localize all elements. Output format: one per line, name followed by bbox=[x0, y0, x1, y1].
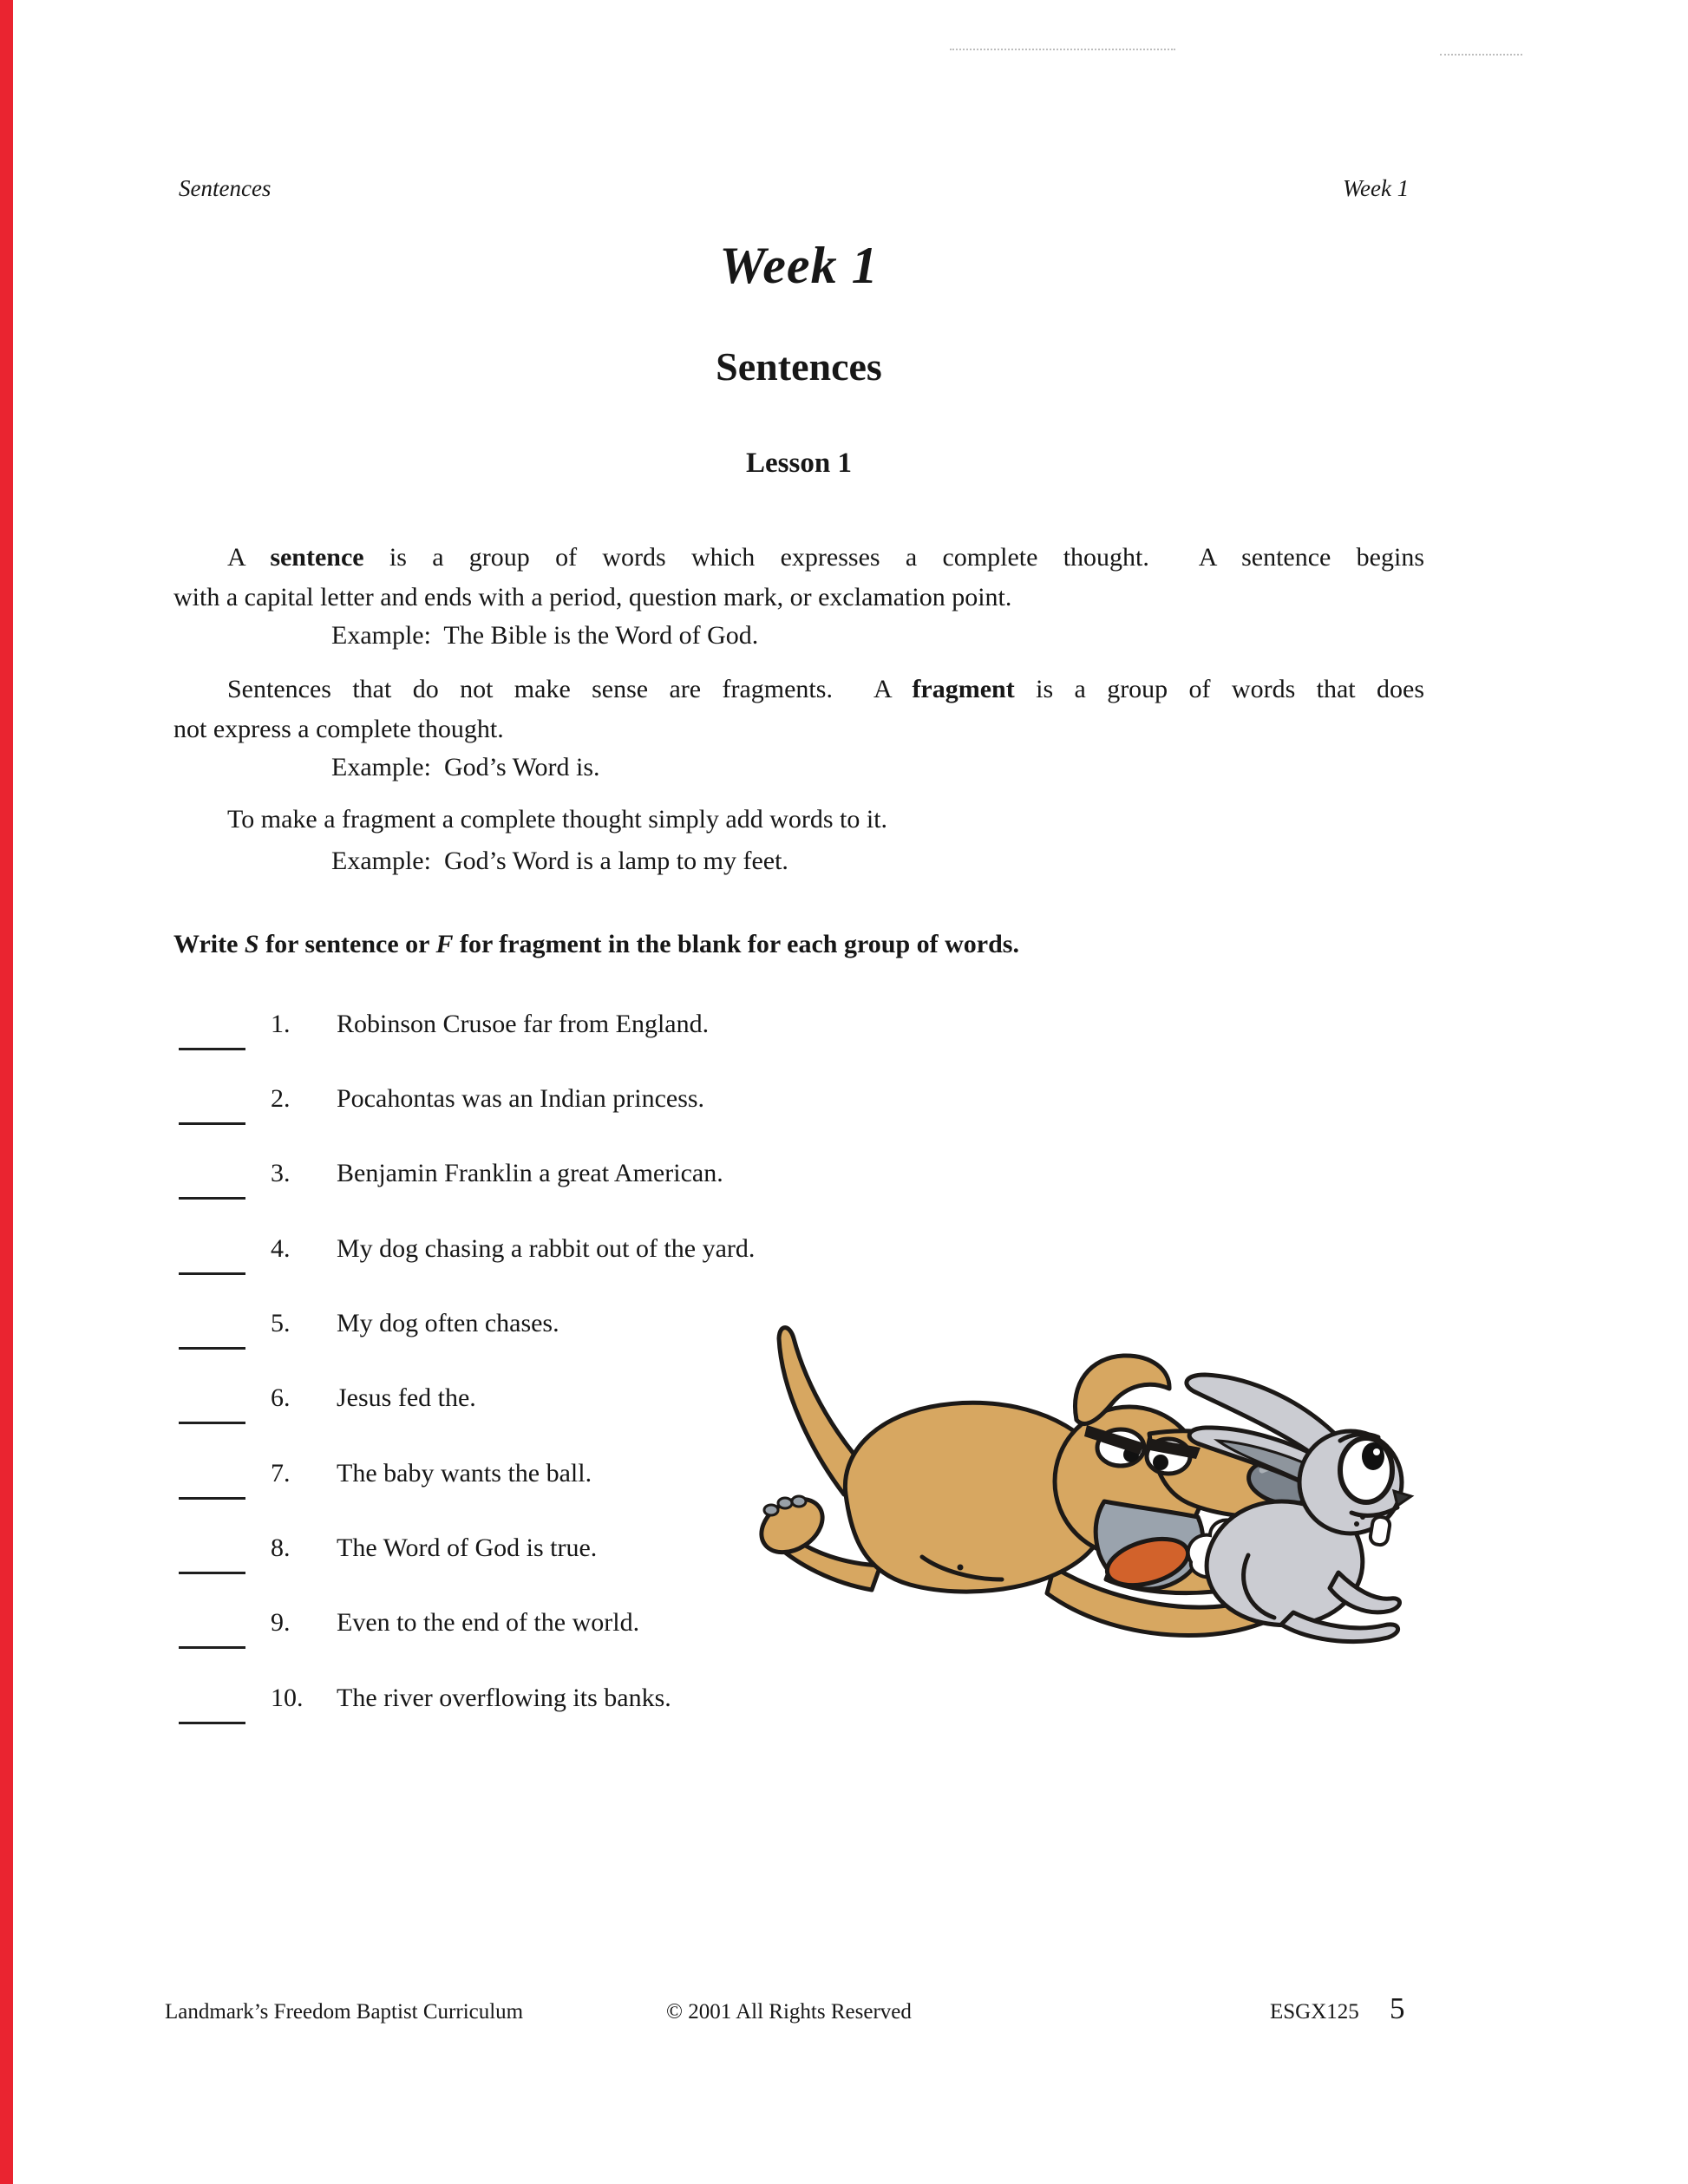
page-title: Week 1 bbox=[719, 237, 879, 294]
dog-chasing-rabbit-svg bbox=[742, 1297, 1436, 1665]
item-number: 8. bbox=[271, 1533, 291, 1562]
answer-blank bbox=[179, 1272, 245, 1275]
item-number: 5. bbox=[271, 1309, 291, 1337]
lesson-heading: Lesson 1 bbox=[746, 448, 852, 479]
paragraph-2-line-1: Sentences that do not make sense are fragments. A fragment is a group of words that does bbox=[227, 675, 1424, 703]
item-text: The baby wants the ball. bbox=[337, 1459, 592, 1488]
scan-artifact-dots bbox=[950, 49, 1175, 50]
item-text: Benjamin Franklin a great American. bbox=[337, 1159, 723, 1187]
item-text: The Word of God is true. bbox=[337, 1533, 598, 1562]
answer-blank bbox=[179, 1572, 245, 1574]
paragraph-1-line-2: with a capital letter and ends with a period, question mark, or exclamation point. bbox=[173, 583, 1012, 611]
item-number: 10. bbox=[271, 1684, 304, 1712]
footer-publisher: Landmark’s Freedom Baptist Curriculum bbox=[165, 2000, 524, 2024]
item-number: 2. bbox=[271, 1084, 291, 1113]
answer-blank bbox=[179, 1347, 245, 1350]
item-number: 7. bbox=[271, 1459, 291, 1488]
footer-code: ESGX125 bbox=[1270, 2000, 1359, 2024]
footer-page-number: 5 bbox=[1390, 1991, 1405, 2025]
exercise-row bbox=[0, 1010, 1688, 1055]
dog-chasing-rabbit-illustration bbox=[742, 1297, 1436, 1665]
answer-blank bbox=[179, 1122, 245, 1125]
bold-term-fragment: fragment bbox=[912, 675, 1015, 703]
exercise-row bbox=[0, 1159, 1688, 1204]
page-subtitle: Sentences bbox=[716, 344, 882, 389]
running-header-left: Sentences bbox=[179, 175, 272, 201]
item-text: My dog often chases. bbox=[337, 1309, 559, 1337]
item-number: 9. bbox=[271, 1608, 291, 1637]
italic-f: F bbox=[435, 930, 454, 958]
paragraph-2-line-2: not express a complete thought. bbox=[173, 715, 504, 743]
item-number: 6. bbox=[271, 1383, 291, 1412]
bold-term-sentence: sentence bbox=[270, 543, 364, 572]
item-text: The river overflowing its banks. bbox=[337, 1684, 671, 1712]
answer-blank bbox=[179, 1497, 245, 1500]
item-text: Robinson Crusoe far from England. bbox=[337, 1010, 710, 1038]
example-3: Example: God’s Word is a lamp to my feet. bbox=[331, 847, 788, 875]
item-number: 1. bbox=[271, 1010, 291, 1038]
answer-blank bbox=[179, 1646, 245, 1649]
item-number: 4. bbox=[271, 1234, 291, 1263]
item-number: 3. bbox=[271, 1159, 291, 1187]
scan-artifact-dots bbox=[1440, 54, 1522, 56]
exercise-instruction: Write S for sentence or F for fragment in the blank for each group of words. bbox=[173, 930, 1019, 958]
exercise-row bbox=[0, 1684, 1688, 1729]
answer-blank bbox=[179, 1197, 245, 1200]
answer-blank bbox=[179, 1722, 245, 1724]
answer-blank bbox=[179, 1048, 245, 1050]
item-text: Pocahontas was an Indian princess. bbox=[337, 1084, 705, 1113]
paragraph-1-line-1: A sentence is a group of words which expresses a complete thought. A sentence begins bbox=[227, 543, 1424, 572]
exercise-row bbox=[0, 1084, 1688, 1129]
item-text: Even to the end of the world. bbox=[337, 1608, 640, 1637]
italic-s: S bbox=[244, 930, 259, 958]
example-1: Example: The Bible is the Word of God. bbox=[331, 621, 759, 650]
footer-copyright: © 2001 All Rights Reserved bbox=[666, 2000, 912, 2024]
exercise-row bbox=[0, 1234, 1688, 1279]
item-text: Jesus fed the. bbox=[337, 1383, 476, 1412]
example-2: Example: God’s Word is. bbox=[331, 753, 600, 781]
paragraph-3: To make a fragment a complete thought simply add words to it. bbox=[227, 805, 888, 834]
answer-blank bbox=[179, 1422, 245, 1424]
running-header-right: Week 1 bbox=[1343, 175, 1410, 201]
item-text: My dog chasing a rabbit out of the yard. bbox=[337, 1234, 756, 1263]
